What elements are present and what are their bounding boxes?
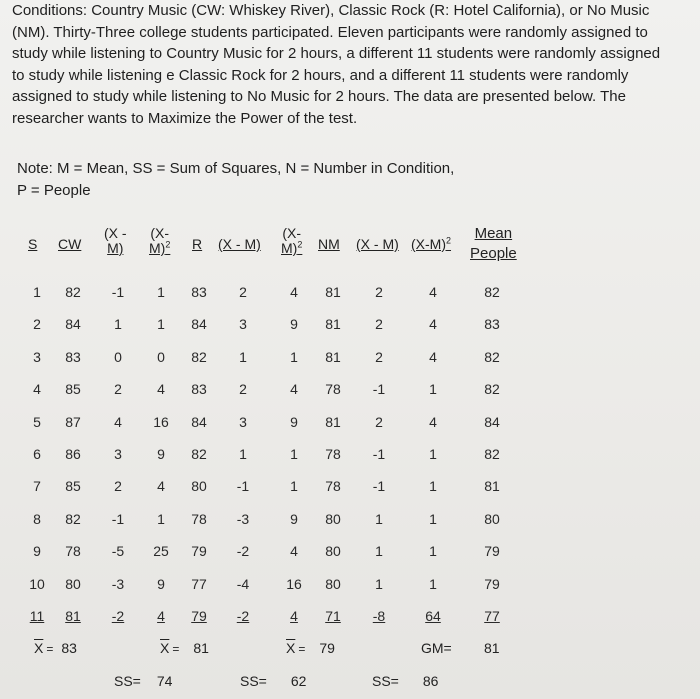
cell-mean-people: 79 bbox=[484, 543, 500, 560]
header-mean-top: Mean bbox=[474, 225, 513, 242]
cell-nm-dev: 1 bbox=[375, 543, 383, 560]
cell-mean-people: 82 bbox=[484, 284, 500, 300]
cell-cw-dev: 1 bbox=[114, 316, 122, 333]
cell-cw-dev: 3 bbox=[114, 446, 122, 462]
cell-r-dev: 1 bbox=[239, 348, 247, 365]
header-cw: CW bbox=[58, 236, 82, 252]
cell-cw-sq: 0 bbox=[157, 348, 165, 365]
cell-cw: 86 bbox=[65, 446, 81, 462]
cell-nm-sq: 1 bbox=[429, 381, 437, 398]
cell-mean-people: 82 bbox=[484, 348, 500, 365]
header-sq2 bbox=[281, 226, 302, 256]
cell-nm-sq: 4 bbox=[429, 284, 437, 300]
header-dev3: (X - M) bbox=[356, 236, 399, 252]
cell-nm: 71 bbox=[325, 608, 341, 624]
header-sq1 bbox=[149, 226, 170, 256]
cell-r-dev: -3 bbox=[236, 510, 250, 527]
cell-r-sq: 4 bbox=[290, 284, 298, 300]
cell-cw: 83 bbox=[65, 348, 81, 365]
cell-r-sq: 1 bbox=[290, 478, 298, 495]
cell-nm-dev: 2 bbox=[375, 413, 383, 430]
cell-cw: 81 bbox=[65, 608, 81, 624]
header-dev2: (X - M) bbox=[218, 236, 261, 252]
cell-subject: 2 bbox=[33, 316, 41, 333]
cw-mean: $\overline{X} = 83$ bbox=[34, 640, 77, 656]
cell-subject: 5 bbox=[33, 413, 41, 430]
cell-nm-sq: 1 bbox=[429, 446, 437, 462]
cell-mean-people: 80 bbox=[484, 510, 500, 527]
cell-mean-people: 83 bbox=[484, 316, 500, 333]
cell-nm-sq: 1 bbox=[429, 510, 437, 527]
cell-cw: 85 bbox=[65, 381, 81, 398]
header-sq2-bottom: M)$^2$ bbox=[281, 239, 303, 256]
cell-r-dev: 3 bbox=[239, 413, 247, 430]
intro-line-6: researcher wants to Maximize the Power of the test. bbox=[12, 109, 358, 127]
cell-cw-sq: 25 bbox=[153, 543, 169, 560]
cell-r: 82 bbox=[191, 348, 207, 365]
cell-nm: 81 bbox=[325, 413, 341, 430]
cell-r-sq: 9 bbox=[290, 510, 298, 527]
cell-cw-sq: 9 bbox=[157, 446, 165, 462]
cell-cw-dev: -1 bbox=[111, 510, 125, 527]
cell-nm-sq: 4 bbox=[429, 348, 437, 365]
header-dev1-top: (X - bbox=[104, 225, 127, 241]
intro-line-3: study while listening to Country Music for 2 hours, a different 11 students were randomly assigned bbox=[12, 45, 661, 63]
r-mean: $\overline{X} = 81$ bbox=[160, 640, 209, 656]
cell-r: 82 bbox=[191, 446, 207, 462]
cell-r-sq: 1 bbox=[290, 348, 298, 365]
cell-r-dev: -2 bbox=[236, 543, 250, 560]
cell-r-sq: 9 bbox=[290, 413, 298, 430]
nm-ss: SS= 86 bbox=[372, 673, 439, 689]
cell-r-dev: 1 bbox=[239, 446, 247, 462]
cell-nm-dev: 1 bbox=[375, 510, 383, 527]
cell-nm: 81 bbox=[325, 316, 341, 333]
cell-mean-people: 82 bbox=[484, 446, 500, 462]
cell-nm-dev: 1 bbox=[375, 575, 383, 592]
cell-cw: 80 bbox=[65, 575, 81, 592]
cell-r-sq: 4 bbox=[290, 543, 298, 560]
intro-line-4: to study while listening e Classic Rock for 2 hours, and a different 11 students were randomly bbox=[12, 66, 629, 84]
cell-nm-sq: 4 bbox=[429, 316, 437, 333]
cell-subject: 6 bbox=[33, 446, 41, 462]
cell-cw-sq: 16 bbox=[153, 413, 169, 430]
cell-nm: 81 bbox=[325, 348, 341, 365]
cell-nm: 78 bbox=[325, 446, 341, 462]
intro-line-2: (NM). Thirty-Three college students participated. Eleven participants were randomly assigned to bbox=[12, 23, 648, 41]
cell-r: 79 bbox=[191, 543, 207, 560]
cell-nm-dev: 2 bbox=[375, 348, 383, 365]
cell-mean-people: 82 bbox=[484, 381, 500, 398]
cell-cw-dev: -2 bbox=[111, 608, 125, 624]
cell-cw: 84 bbox=[65, 316, 81, 333]
cell-mean-people: 79 bbox=[484, 575, 500, 592]
cell-r: 83 bbox=[191, 381, 207, 398]
grand-mean-value: 81 bbox=[484, 640, 500, 656]
cell-mean-people: 77 bbox=[484, 608, 500, 624]
header-dev1 bbox=[104, 226, 127, 256]
cell-r: 83 bbox=[191, 284, 207, 300]
cell-r-sq: 9 bbox=[290, 316, 298, 333]
cell-cw-sq: 1 bbox=[157, 284, 165, 300]
cell-r: 78 bbox=[191, 510, 207, 527]
cell-r-dev: 3 bbox=[239, 316, 247, 333]
nm-mean: $\overline{X} = 79$ bbox=[286, 640, 335, 656]
cell-cw-sq: 9 bbox=[157, 575, 165, 592]
cell-nm-dev: 2 bbox=[375, 316, 383, 333]
cell-r: 84 bbox=[191, 413, 207, 430]
cell-r: 84 bbox=[191, 316, 207, 333]
cell-nm: 80 bbox=[325, 543, 341, 560]
note-line-1: Note: M = Mean, SS = Sum of Squares, N = Number in Condition, bbox=[17, 160, 455, 177]
cell-cw-sq: 4 bbox=[157, 381, 165, 398]
cell-cw: 78 bbox=[65, 543, 81, 560]
cell-subject: 9 bbox=[33, 543, 41, 560]
cell-nm: 80 bbox=[325, 510, 341, 527]
cell-cw-sq: 4 bbox=[157, 478, 165, 495]
cell-nm-dev: -1 bbox=[372, 381, 386, 398]
header-dev1-bottom: M) bbox=[107, 240, 124, 256]
cell-subject: 11 bbox=[29, 608, 45, 624]
cell-nm-sq: 4 bbox=[429, 413, 437, 430]
cell-r-sq: 4 bbox=[290, 608, 298, 624]
cell-cw-sq: 1 bbox=[157, 510, 165, 527]
grand-mean-label: GM= bbox=[421, 640, 452, 656]
cell-mean-people: 81 bbox=[484, 478, 500, 495]
note-block bbox=[17, 158, 577, 202]
cell-subject: 4 bbox=[33, 381, 41, 398]
note-line-2: P = People bbox=[17, 182, 91, 199]
cell-subject: 7 bbox=[33, 478, 41, 495]
cell-nm: 78 bbox=[325, 381, 341, 398]
header-mean-people bbox=[470, 224, 517, 264]
cell-cw-dev: -3 bbox=[111, 575, 125, 592]
cell-r-dev: -4 bbox=[236, 575, 250, 592]
cell-r: 80 bbox=[191, 478, 207, 495]
cell-cw-sq: 1 bbox=[157, 316, 165, 333]
cell-subject: 8 bbox=[33, 510, 41, 527]
cell-nm-sq: 1 bbox=[429, 575, 437, 592]
cell-r: 79 bbox=[191, 608, 207, 624]
cw-ss: SS= 74 bbox=[114, 673, 173, 689]
cell-r: 77 bbox=[191, 575, 207, 592]
cell-nm: 78 bbox=[325, 478, 341, 495]
header-mean-bottom: People bbox=[470, 245, 517, 262]
header-sq1-top: (X- bbox=[150, 225, 169, 241]
header-sq1-bottom: M)$^2$ bbox=[149, 239, 171, 256]
header-sq3: $(X-M)^2$ bbox=[411, 235, 452, 252]
cell-r-dev: 2 bbox=[239, 381, 247, 398]
cell-nm-dev: -1 bbox=[372, 446, 386, 462]
cell-cw-sq: 4 bbox=[157, 608, 165, 624]
intro-paragraph bbox=[12, 0, 692, 130]
header-s: S bbox=[28, 236, 38, 252]
cell-r-sq: 16 bbox=[286, 575, 302, 592]
cell-cw-dev: 0 bbox=[114, 348, 122, 365]
cell-cw-dev: -5 bbox=[111, 543, 125, 560]
cell-mean-people: 84 bbox=[484, 413, 500, 430]
cell-cw-dev: 2 bbox=[114, 381, 122, 398]
r-ss: SS= 62 bbox=[240, 673, 307, 689]
cell-nm-dev: -1 bbox=[372, 478, 386, 495]
cell-nm-dev: 2 bbox=[375, 284, 383, 300]
header-nm: NM bbox=[318, 236, 340, 252]
cell-nm-sq: 1 bbox=[429, 543, 437, 560]
cell-cw: 82 bbox=[65, 284, 81, 300]
cell-cw-dev: -1 bbox=[111, 284, 125, 300]
cell-cw: 87 bbox=[65, 413, 81, 430]
cell-r-sq: 1 bbox=[290, 446, 298, 462]
intro-line-1: Conditions: Country Music (CW: Whiskey River), Classic Rock (R: Hotel California), or No Music bbox=[12, 2, 650, 19]
header-r: R bbox=[192, 236, 203, 252]
cell-cw: 82 bbox=[65, 510, 81, 527]
cell-r-dev: -1 bbox=[236, 478, 250, 495]
cell-cw: 85 bbox=[65, 478, 81, 495]
cell-cw-dev: 4 bbox=[114, 413, 122, 430]
cell-nm: 81 bbox=[325, 284, 341, 300]
cell-subject: 3 bbox=[33, 348, 41, 365]
cell-cw-dev: 2 bbox=[114, 478, 122, 495]
intro-line-5: assigned to study while listening to No Music for 2 hours. The data are presented below. The bbox=[12, 88, 626, 106]
cell-r-dev: -2 bbox=[236, 608, 250, 624]
cell-nm: 80 bbox=[325, 575, 341, 592]
cell-subject: 1 bbox=[33, 284, 41, 300]
cell-r-sq: 4 bbox=[290, 381, 298, 398]
cell-nm-dev: -8 bbox=[372, 608, 386, 624]
cell-subject: 10 bbox=[29, 575, 45, 592]
cell-r-dev: 2 bbox=[239, 284, 247, 300]
cell-nm-sq: 1 bbox=[429, 478, 437, 495]
header-sq2-top: (X- bbox=[282, 225, 301, 241]
cell-nm-sq: 64 bbox=[425, 608, 441, 624]
